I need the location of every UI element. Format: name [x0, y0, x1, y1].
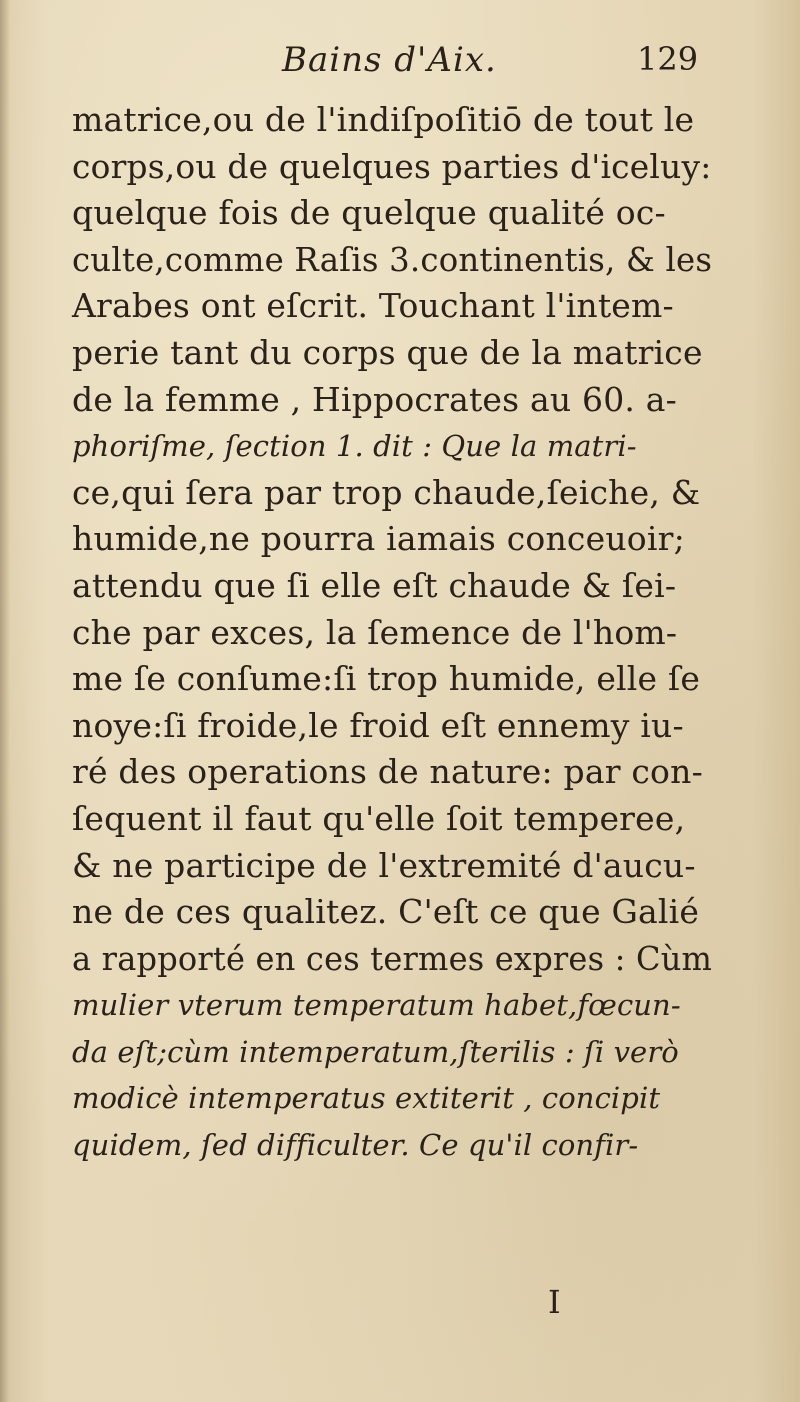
text-line: Arabes ont eſcrit. Touchant l'intem- — [72, 286, 674, 326]
page-gutter-shadow — [0, 0, 10, 1402]
text-line: a rapporté en ces termes expres : Cùm — [72, 938, 713, 978]
text-line: & ne participe de l'extremité d'aucu- — [72, 845, 696, 885]
text-line: matrice,ou de l'indiſpoſitiō de tout le — [72, 100, 695, 139]
text-line: noye:ſi froide,le froid eſt ennemy iu- — [72, 705, 684, 745]
text-line: da eſt;cùm intemperatum,ſterilis : ſi verò — [72, 1034, 679, 1069]
text-line: quelque fois de quelque qualité oc- — [72, 193, 666, 233]
signature-mark: I — [548, 1283, 561, 1321]
text-line: ce,qui ſera par trop chaude,ſeiche, & — [72, 472, 701, 512]
text-line: modicè intemperatus extiterit , concipit — [72, 1081, 661, 1116]
text-line: culte,comme Raſis 3.continentis, & les — [72, 239, 713, 279]
running-title: Bains d'Aix. — [282, 40, 497, 80]
text-line: ſequent il faut qu'elle ſoit temperee, — [72, 798, 686, 838]
text-line: che par exces, la ſemence de l'hom- — [72, 612, 678, 652]
text-line: de la femme , Hippocrates au 60. a- — [72, 379, 677, 419]
text-line: phoriſme, ſection 1. dit : Que la matri- — [72, 429, 637, 464]
text-line: humide,ne pourra iamais conceuoir; — [72, 519, 685, 559]
text-line: ne de ces qualitez. C'eſt ce que Galié — [72, 892, 700, 932]
text-line: quidem, ſed difficulter. Ce qu'il confir- — [72, 1128, 639, 1163]
body-text — [72, 97, 712, 1169]
text-line: mulier vterum temperatum habet,fœcun- — [72, 988, 681, 1023]
text-line: perie tant du corps que de la matrice — [72, 332, 703, 372]
text-line: me ſe conſume:ſi trop humide, elle ſe — [72, 659, 701, 699]
text-line: ré des operations de nature: par con- — [72, 752, 703, 792]
text-line: attendu que ſi elle eſt chaude & ſei- — [72, 565, 677, 605]
page-number: 129 — [637, 40, 699, 78]
page-header — [0, 40, 800, 100]
text-line: corps,ou de quelques parties d'iceluy: — [72, 146, 712, 186]
